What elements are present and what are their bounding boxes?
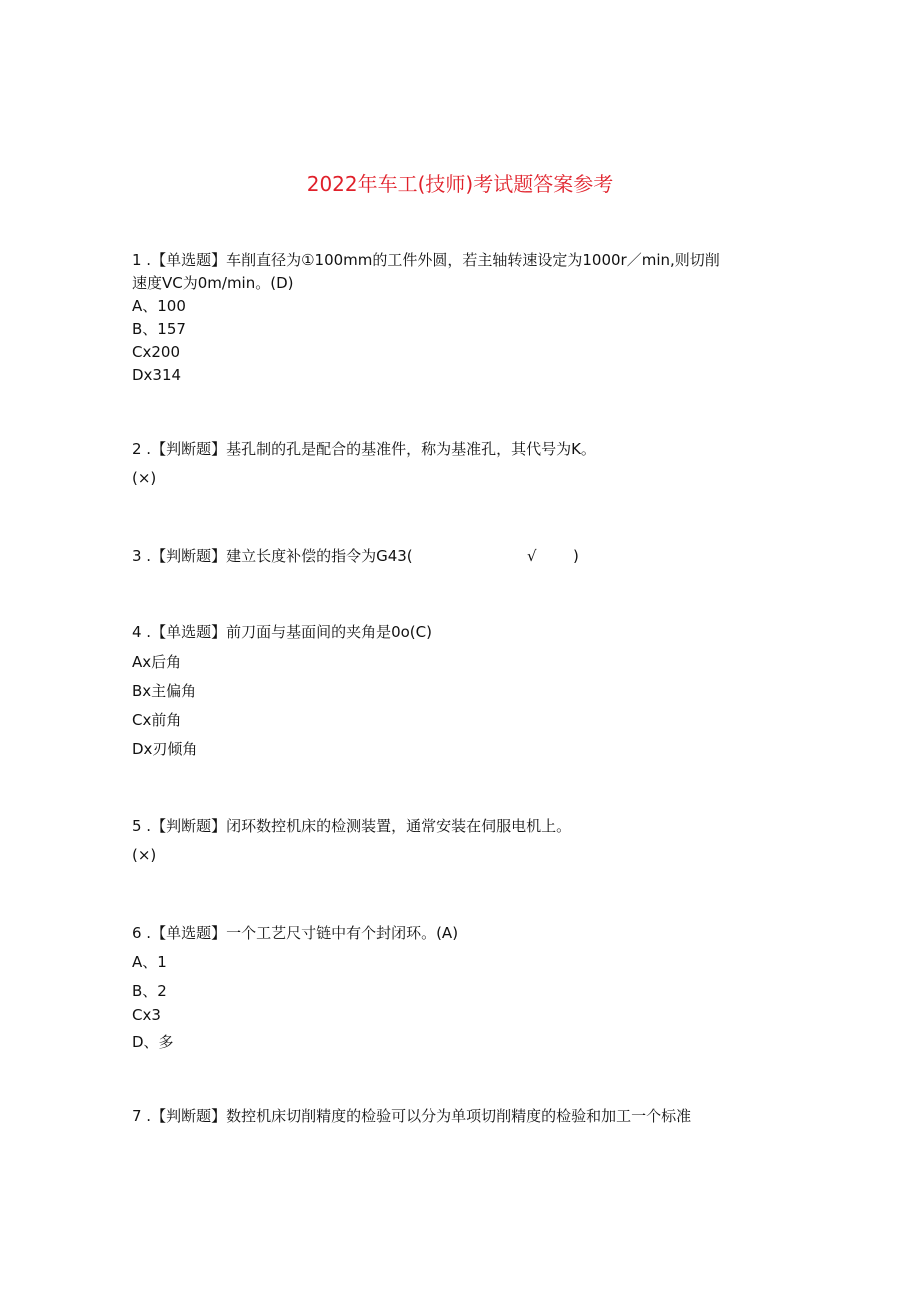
- question-5-stem: 5 .【判断题】闭环数控机床的检测装置，通常安装在伺服电机上。: [132, 817, 572, 835]
- question-5-answer: (×): [132, 846, 157, 864]
- question-1-option-a: A、100: [132, 297, 186, 315]
- question-4-option-b: Bx主偏角: [132, 682, 197, 700]
- question-1-option-d: Dx314: [132, 366, 182, 384]
- question-3-check-mark: √: [527, 547, 537, 565]
- question-6-option-c: Cx3: [132, 1006, 161, 1024]
- question-6-option-b: B、2: [132, 982, 167, 1000]
- question-2-stem: 2 .【判断题】基孔制的孔是配合的基准件，称为基准孔，其代号为K。: [132, 440, 596, 458]
- question-6-option-a: A、1: [132, 953, 167, 971]
- question-4-option-d: Dx刃倾角: [132, 740, 198, 758]
- question-1-option-b: B、157: [132, 320, 186, 338]
- question-4-stem: 4 .【单选题】前刀面与基面间的夹角是0o(C): [132, 623, 432, 641]
- question-7-stem: 7 .【判断题】数控机床切削精度的检验可以分为单项切削精度的检验和加工一个标准: [132, 1107, 692, 1125]
- question-3-close-paren: ): [573, 547, 579, 565]
- question-1-stem-line-1: 1 .【单选题】车削直径为①100mm的工件外圆，若主轴转速设定为1000r／min,则切削: [132, 251, 720, 269]
- question-4-option-a: Ax后角: [132, 653, 182, 671]
- document-title: 2022年车工(技师)考试题答案参考: [306, 172, 614, 196]
- question-6-option-d: D、多: [132, 1033, 174, 1051]
- question-4-option-c: Cx前角: [132, 711, 182, 729]
- question-6-stem: 6 .【单选题】一个工艺尺寸链中有个封闭环。(A): [132, 924, 459, 942]
- question-3-stem: 3 .【判断题】建立长度补偿的指令为G43(: [132, 547, 413, 565]
- question-2-answer: (×): [132, 469, 157, 487]
- question-1-stem-line-2: 速度VC为0m/min。(D): [132, 274, 294, 292]
- question-1-option-c: Cx200: [132, 343, 180, 361]
